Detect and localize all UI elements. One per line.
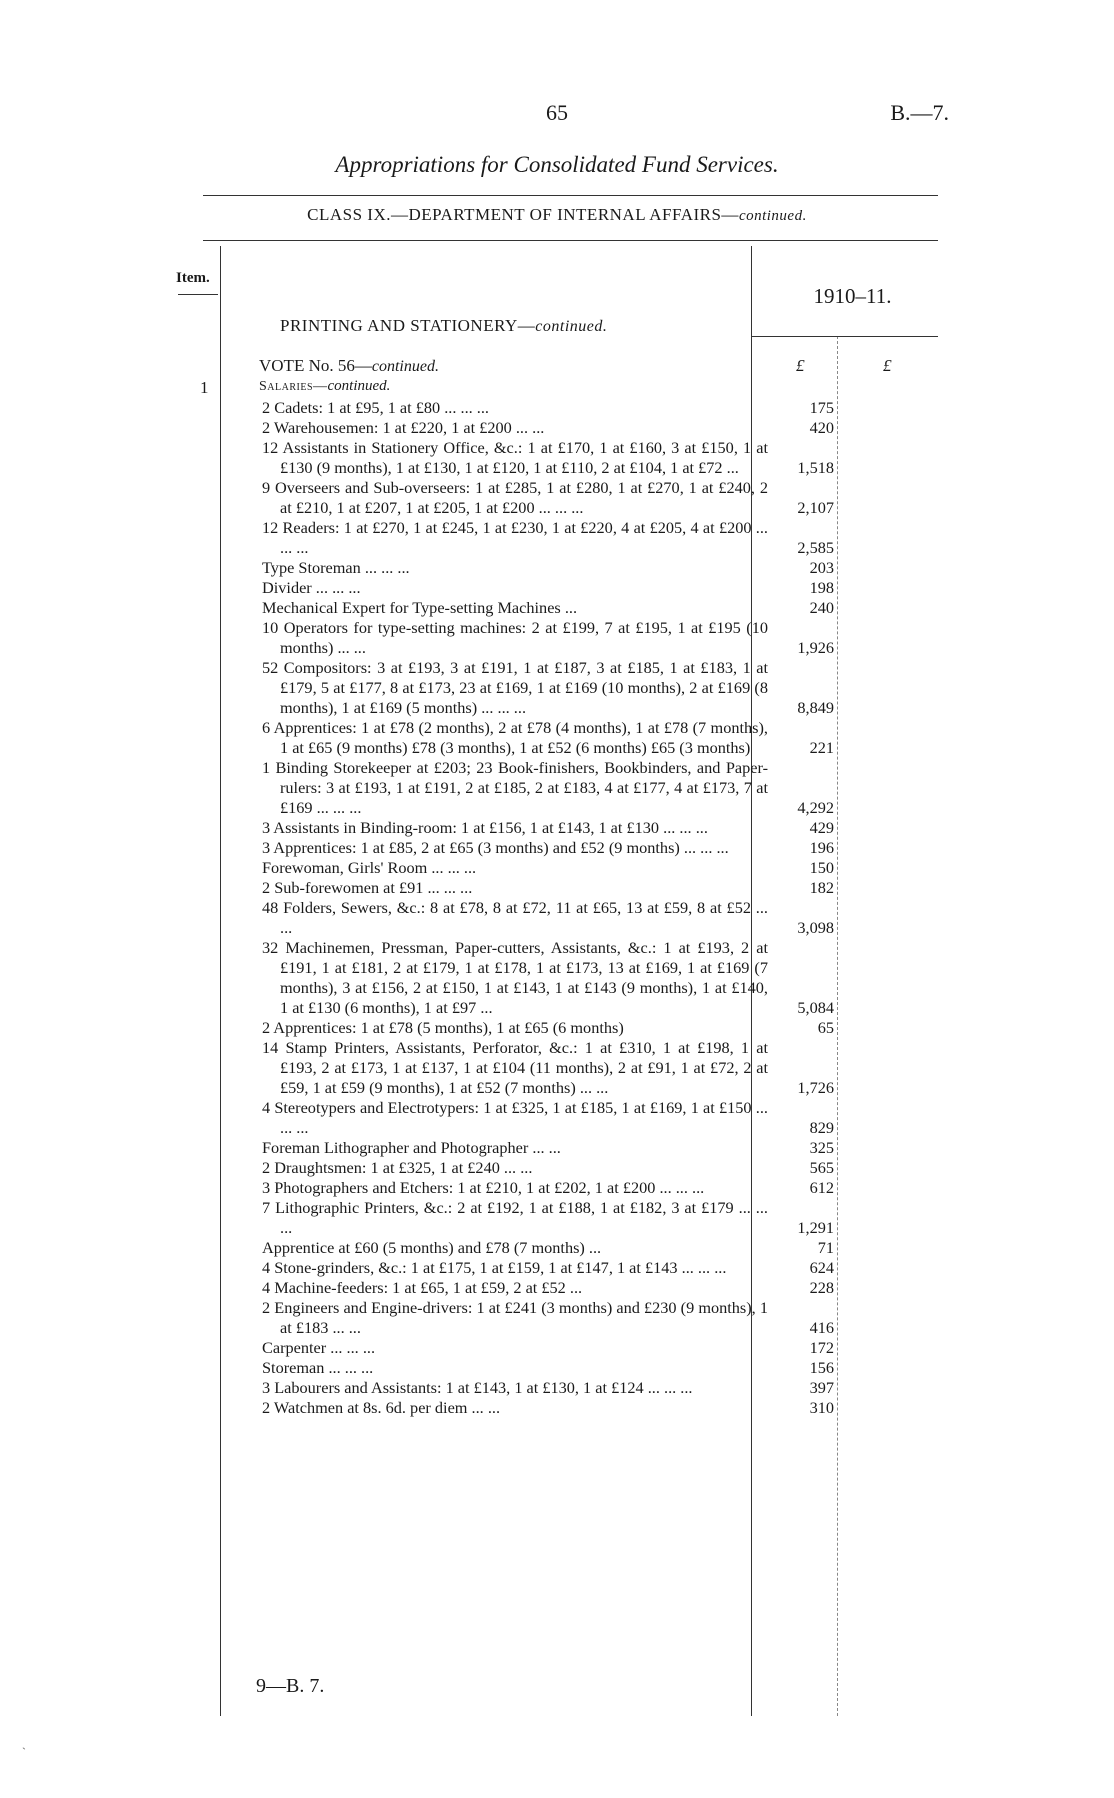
entry-description: Carpenter ... ... ... <box>262 1338 376 1357</box>
entry-amount: 1,518 <box>797 458 834 477</box>
entry-amount: 2,585 <box>797 538 834 557</box>
table-row <box>262 518 834 558</box>
entry-amount: 182 <box>809 878 834 897</box>
item-column-rule <box>220 246 221 1716</box>
table-row <box>262 1038 834 1098</box>
entry-amount: 612 <box>809 1178 834 1197</box>
entry-description: 10 Operators for type-setting machines: 2 at £199, 7 at £195, 1 at £195 (10 months) ... ... <box>262 618 768 657</box>
entry-amount: 1,926 <box>797 638 834 657</box>
table-row <box>262 1378 834 1398</box>
entry-description: 2 Draughtsmen: 1 at £325, 1 at £240 ... ... <box>262 1158 533 1177</box>
entry-description: 3 Photographers and Etchers: 1 at £210, 1 at £202, 1 at £200 ... ... ... <box>262 1178 705 1197</box>
entry-amount: 397 <box>809 1378 834 1397</box>
entry-description: 4 Stone-grinders, &c.: 1 at £175, 1 at £159, 1 at £147, 1 at £143 ... ... ... <box>262 1258 727 1277</box>
table-row <box>262 1338 834 1358</box>
entry-description: 12 Assistants in Stationery Office, &c.: 1 at £170, 1 at £160, 3 at £150, 1 at £130 (9 months), 1 at £130, 1 at £120, 1 at £110, 2 at £104, 1 at £72 ... <box>262 438 768 477</box>
fiscal-year-header: 1910–11. <box>813 284 892 308</box>
entry-description: 3 Apprentices: 1 at £85, 2 at £65 (3 months) and £52 (9 months) ... ... ... <box>262 838 729 857</box>
entry-description: 7 Lithographic Printers, &c.: 2 at £192, 1 at £188, 1 at £182, 3 at £179 ... ... ... <box>262 1198 768 1237</box>
entry-description: Storeman ... ... ... <box>262 1358 374 1377</box>
entry-description: 4 Machine-feeders: 1 at £65, 1 at £59, 2 at £52 ... <box>262 1278 583 1297</box>
entry-description: 48 Folders, Sewers, &c.: 8 at £78, 8 at £72, 11 at £65, 13 at £59, 8 at £52 ... ... <box>262 898 768 937</box>
entry-description: 52 Compositors: 3 at £193, 3 at £191, 1 at £187, 3 at £185, 1 at £183, 1 at £179, 5 at £177, 8 at £173, 23 at £169, 1 at £169 (10 months), 2 at £169 (8 months), 1 at £169 (5 months) ... ... ... <box>262 658 768 717</box>
entry-description: 2 Warehousemen: 1 at £220, 1 at £200 ... ... <box>262 418 545 437</box>
item-column-header: Item. <box>176 270 210 286</box>
table-row <box>262 418 834 438</box>
entry-description: 2 Cadets: 1 at £95, 1 at £80 ... ... ... <box>262 398 490 417</box>
entry-description: 12 Readers: 1 at £270, 1 at £245, 1 at £230, 1 at £220, 4 at £205, 4 at £200 ... ... ... <box>262 518 768 557</box>
entry-description: Type Storeman ... ... ... <box>262 558 410 577</box>
table-row <box>262 578 834 598</box>
entry-description: 2 Watchmen at 8s. 6d. per diem ... ... <box>262 1398 501 1417</box>
vote-label: VOTE No. 56—continued. <box>259 356 439 375</box>
entry-description: Mechanical Expert for Type-setting Machines ... <box>262 598 578 617</box>
entry-amount: 8,849 <box>797 698 834 717</box>
table-row <box>262 438 834 478</box>
entry-amount: 156 <box>809 1358 834 1377</box>
entry-amount: 829 <box>809 1118 834 1137</box>
class-divider <box>203 240 938 241</box>
entry-amount: 172 <box>809 1338 834 1357</box>
entry-description: 1 Binding Storekeeper at £203; 23 Book-finishers, Bookbinders, and Paper-rulers: 3 at £193, 1 at £191, 2 at £185, 2 at £183, 4 at £177, 4 at £173, 7 at £169 ... ... ... <box>262 758 768 817</box>
entry-amount: 65 <box>817 1018 834 1037</box>
table-row <box>262 558 834 578</box>
table-row <box>262 398 834 418</box>
table-row <box>262 898 834 938</box>
table-row <box>262 858 834 878</box>
entry-description: Apprentice at £60 (5 months) and £78 (7 months) ... <box>262 1238 602 1257</box>
table-row <box>262 658 834 718</box>
table-row <box>262 1098 834 1138</box>
table-row <box>262 1198 834 1238</box>
entry-description: 9 Overseers and Sub-overseers: 1 at £285, 1 at £280, 1 at £270, 1 at £240, 2 at £210, 1 at £207, 1 at £205, 1 at £200 ... ... ... <box>262 478 768 517</box>
table-row <box>262 758 834 818</box>
stray-mark: ` <box>22 1745 26 1759</box>
page-title: Appropriations for Consolidated Fund Services. <box>335 152 779 177</box>
item-header-rule <box>178 294 218 295</box>
table-row <box>262 598 834 618</box>
entry-description: Forewoman, Girls' Room ... ... ... <box>262 858 477 877</box>
table-row <box>262 1238 834 1258</box>
entry-description: 3 Assistants in Binding-room: 1 at £156, 1 at £143, 1 at £130 ... ... ... <box>262 818 708 837</box>
document-reference: B.—7. <box>890 100 949 125</box>
entry-amount: 71 <box>817 1238 834 1257</box>
table-row <box>262 1258 834 1278</box>
item-number: 1 <box>200 378 209 397</box>
table-row <box>262 478 834 518</box>
table-row <box>262 1358 834 1378</box>
table-row <box>262 1398 834 1418</box>
entry-description: 32 Machinemen, Pressman, Paper-cutters, Assistants, &c.: 1 at £193, 2 at £191, 1 at £181, 2 at £179, 1 at £178, 1 at £173, 13 at £169, 1 at £169 (7 months), 3 at £156, 2 at £150, 1 at £143, 1 at £143 (9 months), 1 at £140, 1 at £130 (6 months), 1 at £97 ... <box>262 938 768 1017</box>
entry-amount: 429 <box>809 818 834 837</box>
table-row <box>262 1138 834 1158</box>
entry-amount: 416 <box>809 1318 834 1337</box>
entry-amount: 3,098 <box>797 918 834 937</box>
table-row <box>262 1018 834 1038</box>
table-row <box>262 938 834 1018</box>
entry-description: 4 Stereotypers and Electrotypers: 1 at £325, 1 at £185, 1 at £169, 1 at £150 ... ... ... <box>262 1098 768 1137</box>
entry-description: Divider ... ... ... <box>262 578 361 597</box>
entry-amount: 221 <box>809 738 834 757</box>
entry-amount: 325 <box>809 1138 834 1157</box>
salary-entries <box>262 398 834 1418</box>
entry-description: Foreman Lithographer and Photographer ... ... <box>262 1138 561 1157</box>
entry-description: 2 Apprentices: 1 at £78 (5 months), 1 at £65 (6 months) <box>262 1018 624 1037</box>
title-divider <box>203 195 938 196</box>
entry-amount: 5,084 <box>797 998 834 1017</box>
entry-description: 6 Apprentices: 1 at £78 (2 months), 2 at £78 (4 months), 1 at £78 (7 months), 1 at £65 (9 months) £78 (3 months), 1 at £52 (6 months) £65 (3 months) <box>262 718 768 757</box>
entry-amount: 624 <box>809 1258 834 1277</box>
entry-amount: 565 <box>809 1158 834 1177</box>
entry-description: 14 Stamp Printers, Assistants, Perforator, &c.: 1 at £310, 1 at £198, 1 at £193, 2 at £173, 1 at £137, 1 at £104 (11 months), 2 at £91, 1 at £72, 2 at £59, 1 at £59 (9 months), 1 at £52 (7 months) ... ... <box>262 1038 768 1097</box>
entry-amount: 196 <box>809 838 834 857</box>
table-row <box>262 818 834 838</box>
table-row <box>262 1298 834 1338</box>
entry-description: 2 Sub-forewomen at £91 ... ... ... <box>262 878 473 897</box>
year-header-rule <box>751 336 938 337</box>
table-row <box>262 1178 834 1198</box>
entry-amount: 310 <box>809 1398 834 1417</box>
class-heading: CLASS IX.—DEPARTMENT OF INTERNAL AFFAIRS—continued. <box>307 205 807 224</box>
entry-amount: 228 <box>809 1278 834 1297</box>
entry-amount: 420 <box>809 418 834 437</box>
table-row <box>262 618 834 658</box>
subtotal-column-rule <box>837 336 838 1716</box>
page-number: 65 <box>546 100 568 125</box>
entry-amount: 198 <box>809 578 834 597</box>
currency-symbol-amount: £ <box>796 356 805 375</box>
page-footer: 9—B. 7. <box>256 1675 325 1697</box>
entry-amount: 175 <box>809 398 834 417</box>
entry-amount: 150 <box>809 858 834 877</box>
entry-amount: 4,292 <box>797 798 834 817</box>
salaries-heading: Salaries—continued. <box>259 378 391 394</box>
section-heading: PRINTING AND STATIONERY—continued. <box>280 316 608 335</box>
table-row <box>262 1158 834 1178</box>
entry-amount: 203 <box>809 558 834 577</box>
entry-description: 2 Engineers and Engine-drivers: 1 at £241 (3 months) and £230 (9 months), 1 at £183 ... ... <box>262 1298 768 1337</box>
table-row <box>262 718 834 758</box>
entry-amount: 1,291 <box>797 1218 834 1237</box>
entry-amount: 2,107 <box>797 498 834 517</box>
table-row <box>262 1278 834 1298</box>
entry-description: 3 Labourers and Assistants: 1 at £143, 1 at £130, 1 at £124 ... ... ... <box>262 1378 693 1397</box>
entry-amount: 1,726 <box>797 1078 834 1097</box>
currency-symbol-total: £ <box>883 356 892 375</box>
table-row <box>262 838 834 858</box>
table-row <box>262 878 834 898</box>
entry-amount: 240 <box>809 598 834 617</box>
